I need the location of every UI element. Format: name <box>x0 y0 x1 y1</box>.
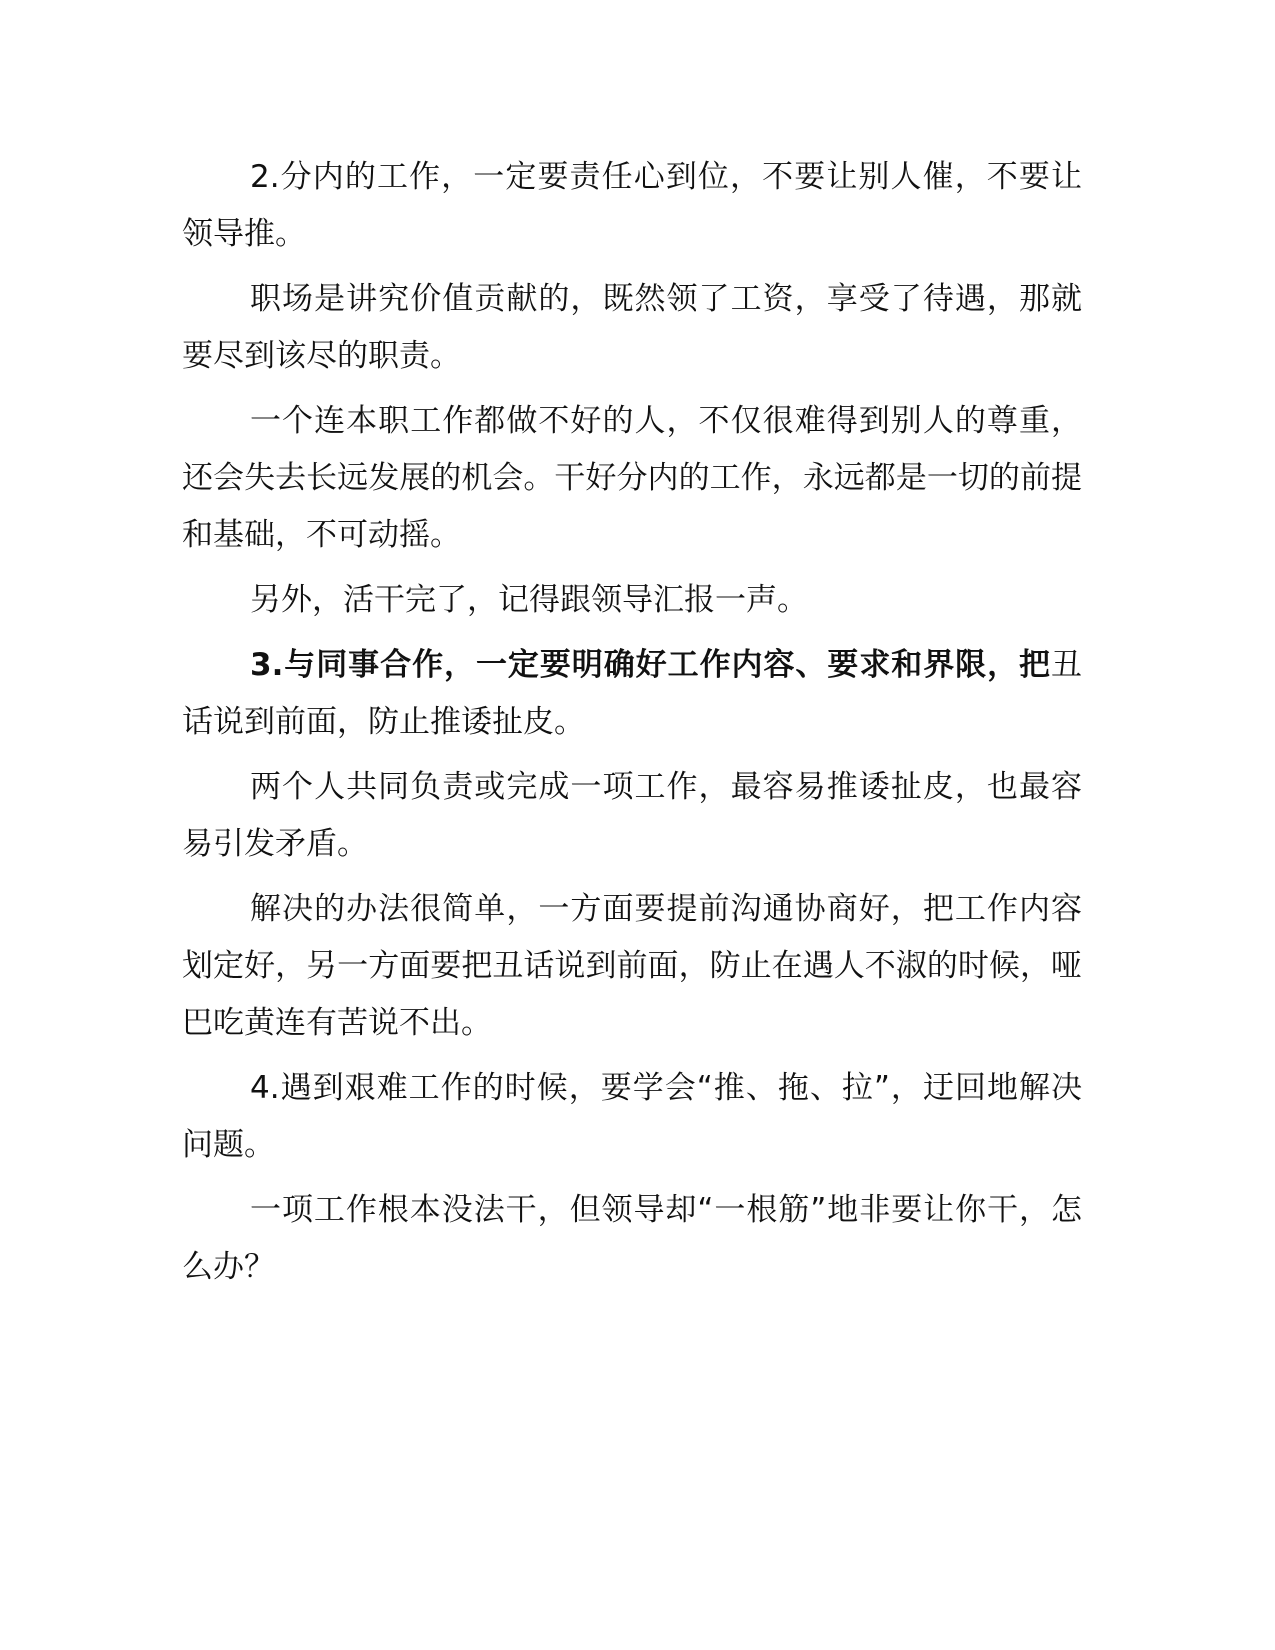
heading-3-rest-text: 丑话说到前面，防止推诿扯皮。 <box>182 647 1082 740</box>
paragraph-heading-3 <box>182 637 1082 751</box>
heading-3-bold-text: 3.与同事合作，一定要明确好工作内容、要求和界限，把 <box>250 647 1051 683</box>
document-body <box>182 149 1082 1304</box>
paragraph: 一个连本职工作都做不好的人，不仅很难得到别人的尊重，还会失去长远发展的机会。干好分内的工作，永远都是一切的前提和基础，不可动摇。 <box>182 403 1082 553</box>
paragraph: 另外，活干完了，记得跟领导汇报一声。 <box>250 582 808 618</box>
paragraph: 解决的办法很简单，一方面要提前沟通协商好，把工作内容划定好，另一方面要把丑话说到前面，防止在遇人不淑的时候，哑巴吃黄连有苦说不出。 <box>182 891 1082 1041</box>
paragraph: 一项工作根本没法干，但领导却“一根筋”地非要让你干，怎么办？ <box>182 1192 1082 1285</box>
paragraph-heading-2: 2.分内的工作，一定要责任心到位，不要让别人催，不要让领导推。 <box>182 159 1082 252</box>
paragraph: 两个人共同负责或完成一项工作，最容易推诿扯皮，也最容易引发矛盾。 <box>182 769 1082 862</box>
paragraph: 职场是讲究价值贡献的，既然领了工资，享受了待遇，那就要尽到该尽的职责。 <box>182 281 1082 374</box>
paragraph-heading-4: 4.遇到艰难工作的时候，要学会“推、拖、拉”，迂回地解决问题。 <box>182 1070 1082 1163</box>
